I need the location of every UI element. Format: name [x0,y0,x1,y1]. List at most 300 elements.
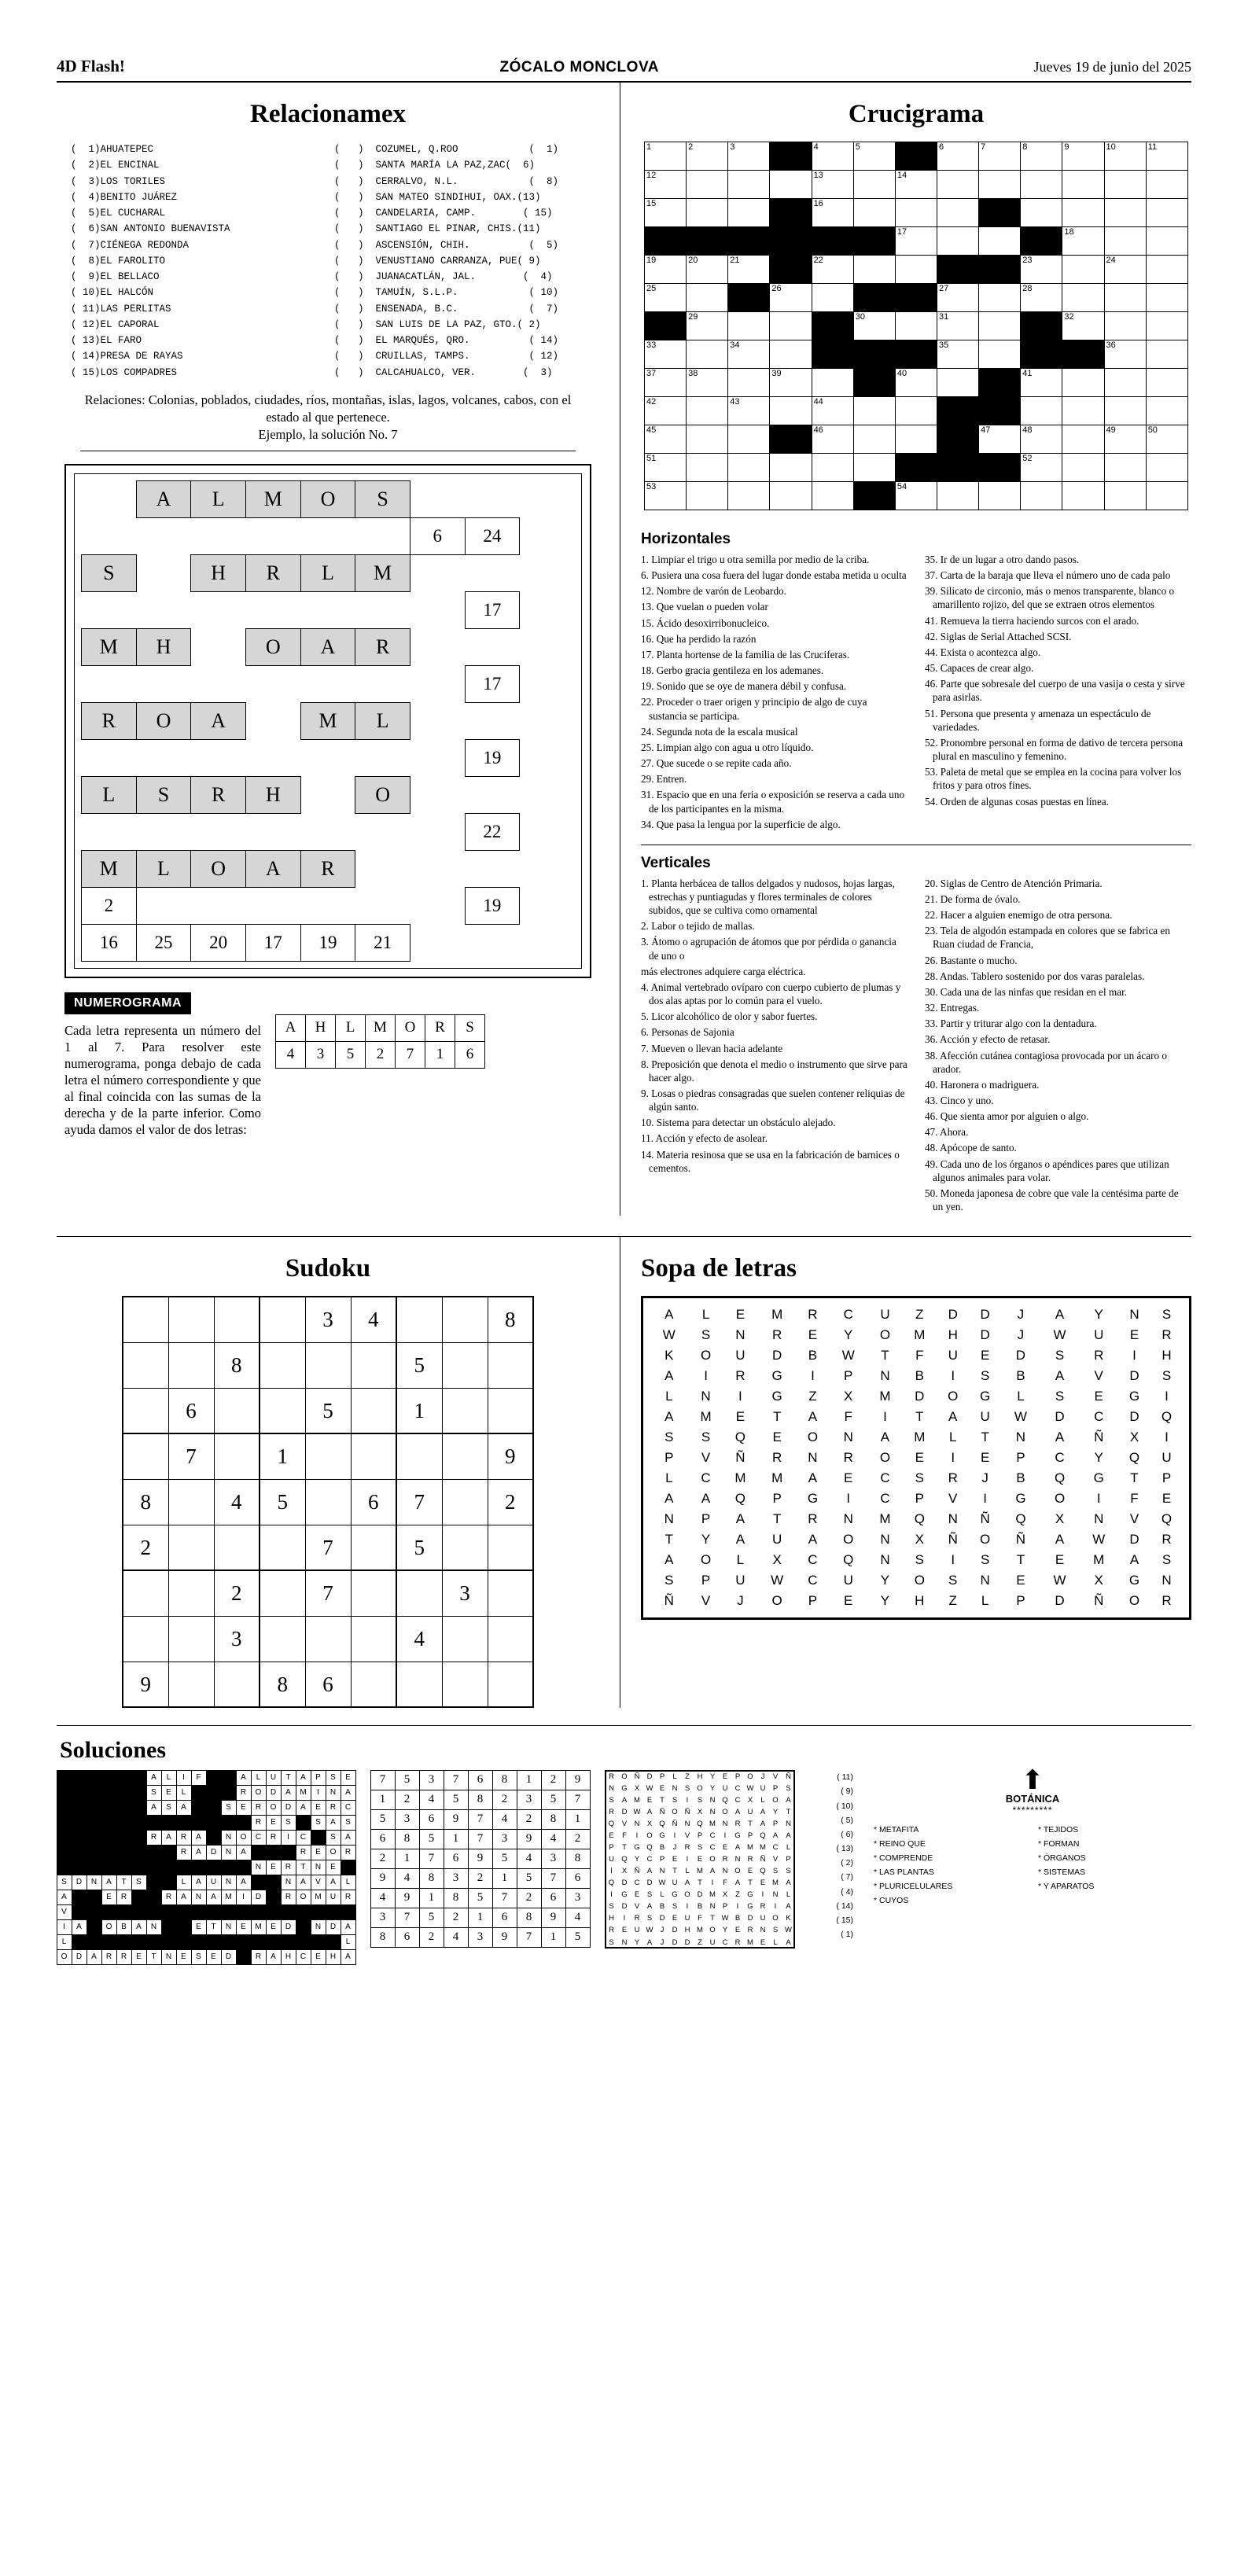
wordsearch-cell[interactable]: H [948,1327,958,1343]
wordsearch-cell[interactable]: R [843,1450,853,1466]
wordsearch-cell[interactable]: W [1053,1327,1066,1343]
wordsearch-cell[interactable]: A [664,1409,674,1425]
sudoku-cell[interactable] [488,1662,533,1707]
wordsearch-cell[interactable]: R [1161,1532,1172,1547]
wordsearch-cell[interactable]: W [1053,1573,1066,1588]
wordsearch-cell[interactable]: Q [1054,1470,1066,1486]
sudoku-cell[interactable] [168,1525,214,1570]
wordsearch-cell[interactable]: D [980,1327,990,1343]
crossword-cell[interactable] [1146,227,1187,256]
wordsearch-cell[interactable]: S [915,1470,924,1486]
sudoku-cell[interactable] [442,1388,488,1433]
wordsearch-cell[interactable]: E [844,1593,853,1609]
crossword-cell[interactable] [895,227,937,256]
wordsearch-cell[interactable]: R [808,1511,818,1527]
wordsearch-cell[interactable]: O [1054,1491,1066,1507]
crossword-cell[interactable] [728,369,770,397]
crossword-cell[interactable] [728,482,770,510]
wordsearch-cell[interactable]: N [880,1368,890,1384]
wordsearch-cell[interactable]: M [771,1307,783,1323]
wordsearch-cell[interactable]: R [1161,1327,1172,1343]
wordsearch-cell[interactable]: P [915,1491,924,1507]
crossword-cell[interactable] [770,171,812,199]
crossword-cell[interactable] [728,171,770,199]
wordsearch-cell[interactable]: J [981,1470,988,1486]
wordsearch-cell[interactable]: M [914,1327,926,1343]
wordsearch-cell[interactable]: U [735,1573,745,1588]
wordsearch-cell[interactable]: K [664,1348,674,1363]
crossword-cell[interactable] [1021,397,1062,425]
sudoku-cell[interactable]: 4 [351,1297,396,1342]
wordsearch-cell[interactable]: R [948,1470,958,1486]
crossword-cell[interactable] [687,369,728,397]
crossword-cell[interactable] [1104,227,1146,256]
sudoku-cell[interactable] [488,1342,533,1388]
crossword-cell[interactable] [645,142,687,171]
wordsearch-cell[interactable]: R [808,1307,818,1323]
wordsearch-cell[interactable]: O [700,1552,712,1568]
wordsearch-cell[interactable]: N [880,1552,890,1568]
wordsearch-cell[interactable]: M [1093,1552,1105,1568]
sudoku-cell[interactable] [168,1616,214,1662]
wordsearch-cell[interactable]: E [1161,1491,1172,1507]
wordsearch-cell[interactable]: I [951,1450,955,1466]
crossword-cell[interactable] [1104,312,1146,340]
wordsearch-cell[interactable]: J [1017,1327,1025,1343]
wordsearch-cell[interactable]: E [915,1450,924,1466]
crossword-cell[interactable] [1062,256,1104,284]
wordsearch-cell[interactable]: G [1128,1389,1140,1404]
sudoku-cell[interactable]: 5 [396,1525,442,1570]
wordsearch-cell[interactable]: I [951,1368,955,1384]
crossword-cell[interactable] [645,454,687,482]
wordsearch-cell[interactable]: I [704,1368,708,1384]
crossword-cell[interactable] [1021,369,1062,397]
wordsearch-cell[interactable]: O [807,1430,819,1445]
sudoku-cell[interactable] [442,1616,488,1662]
wordsearch-cell[interactable]: D [1129,1532,1139,1547]
wordsearch-cell[interactable]: Q [734,1430,746,1445]
sudoku-cell[interactable] [442,1433,488,1479]
wordsearch-cell[interactable]: O [980,1532,991,1547]
wordsearch-cell[interactable]: Q [1015,1511,1026,1527]
wordsearch-cell[interactable]: Y [701,1532,711,1547]
crossword-cell[interactable] [728,454,770,482]
crossword-cell[interactable] [812,369,853,397]
sudoku-cell[interactable]: 5 [396,1342,442,1388]
sudoku-cell[interactable] [260,1342,305,1388]
crossword-cell[interactable] [728,142,770,171]
wordsearch-cell[interactable]: A [664,1368,674,1384]
wordsearch-cell[interactable]: V [1094,1368,1103,1384]
wordsearch-cell[interactable]: F [844,1409,852,1425]
crossword-cell[interactable] [895,482,937,510]
sudoku-cell[interactable]: 5 [305,1388,351,1433]
wordsearch-cell[interactable]: V [948,1491,958,1507]
wordsearch-cell[interactable]: O [879,1450,891,1466]
wordsearch-cell[interactable]: S [915,1552,924,1568]
wordsearch-cell[interactable]: F [1130,1491,1139,1507]
wordsearch-cell[interactable]: C [701,1470,711,1486]
crossword-cell[interactable] [645,340,687,369]
wordsearch-cell[interactable]: Ñ [735,1450,745,1466]
wordsearch-cell[interactable]: Q [1161,1409,1173,1425]
crossword-cell[interactable] [853,142,895,171]
crossword-cell[interactable] [687,256,728,284]
wordsearch-cell[interactable]: I [1096,1491,1101,1507]
wordsearch-cell[interactable]: E [1016,1573,1025,1588]
crossword-cell[interactable] [1104,340,1146,369]
crossword-cell[interactable] [1021,284,1062,312]
crossword-cell[interactable] [1104,397,1146,425]
wordsearch-cell[interactable]: E [1094,1389,1103,1404]
crossword-cell[interactable] [937,369,978,397]
wordsearch-cell[interactable]: C [1055,1450,1065,1466]
crossword-cell[interactable] [937,284,978,312]
sudoku-cell[interactable] [168,1479,214,1525]
sudoku-cell[interactable] [442,1662,488,1707]
wordsearch-cell[interactable]: W [771,1573,784,1588]
wordsearch-cell[interactable]: D [980,1307,990,1323]
wordsearch-cell[interactable]: D [1055,1409,1065,1425]
wordsearch-cell[interactable]: U [772,1532,782,1547]
wordsearch-cell[interactable]: S [1055,1348,1065,1363]
wordsearch-cell[interactable]: Ñ [980,1511,990,1527]
sudoku-cell[interactable] [305,1342,351,1388]
wordsearch-cell[interactable]: Ñ [1015,1532,1026,1547]
sudoku-cell[interactable] [260,1570,305,1616]
wordsearch-cell[interactable]: S [980,1368,990,1384]
sudoku-cell[interactable] [442,1479,488,1525]
wordsearch-cell[interactable]: X [915,1532,924,1547]
crossword-cell[interactable] [728,425,770,454]
wordsearch-cell[interactable]: U [948,1348,958,1363]
wordsearch-cell[interactable]: L [948,1430,957,1445]
crossword-cell[interactable] [1062,142,1104,171]
wordsearch-cell[interactable]: Ñ [948,1532,958,1547]
wordsearch-cell[interactable]: Y [880,1593,890,1609]
wordsearch-cell[interactable]: Y [1094,1307,1103,1323]
crossword-cell[interactable] [853,199,895,227]
wordsearch-cell[interactable]: Y [880,1573,890,1588]
crossword-cell[interactable] [687,199,728,227]
wordsearch-cell[interactable]: G [771,1368,782,1384]
wordsearch-cell[interactable]: D [772,1348,782,1363]
crossword-cell[interactable] [687,312,728,340]
crossword-cell[interactable] [687,171,728,199]
wordsearch-cell[interactable]: Y [1094,1450,1103,1466]
crossword-cell[interactable] [1062,482,1104,510]
crossword-cell[interactable] [1146,284,1187,312]
wordsearch-cell[interactable]: A [1055,1368,1065,1384]
wordsearch-cell[interactable]: T [772,1511,782,1527]
sudoku-cell[interactable] [168,1342,214,1388]
crossword-cell[interactable] [1062,199,1104,227]
sudoku-cell[interactable] [214,1433,260,1479]
crossword-cell[interactable] [1104,199,1146,227]
crossword-cell[interactable] [770,284,812,312]
wordsearch-cell[interactable]: I [983,1491,987,1507]
crossword-cell[interactable] [728,312,770,340]
crossword-cell[interactable] [853,256,895,284]
wordsearch-cell[interactable]: E [1129,1327,1139,1343]
wordsearch-cell[interactable]: R [735,1368,745,1384]
sudoku-cell[interactable] [351,1570,396,1616]
wordsearch-cell[interactable]: W [1092,1532,1106,1547]
sudoku-cell[interactable] [168,1297,214,1342]
sudoku-cell[interactable] [123,1388,168,1433]
wordsearch-cell[interactable]: N [843,1511,853,1527]
wordsearch-cell[interactable]: W [841,1348,855,1363]
wordsearch-cell[interactable]: C [843,1307,853,1323]
wordsearch-cell[interactable]: U [1094,1327,1104,1343]
crossword-cell[interactable] [1146,171,1187,199]
wordsearch-cell[interactable]: N [1094,1511,1104,1527]
wordsearch-cell[interactable]: I [1132,1348,1136,1363]
wordsearch-cell[interactable]: Z [948,1593,957,1609]
wordsearch-cell[interactable]: O [1128,1593,1140,1609]
sudoku-cell[interactable]: 7 [396,1479,442,1525]
wordsearch-cell[interactable]: E [844,1470,853,1486]
wordsearch-cell[interactable]: A [664,1491,674,1507]
wordsearch-cell[interactable]: T [881,1348,889,1363]
crossword-cell[interactable] [895,425,937,454]
wordsearch-cell[interactable]: G [771,1389,782,1404]
wordsearch-cell[interactable]: A [808,1532,818,1547]
wordsearch-cell[interactable]: O [771,1593,782,1609]
sudoku-cell[interactable] [123,1616,168,1662]
wordsearch-cell[interactable]: P [772,1491,782,1507]
crossword-cell[interactable] [687,340,728,369]
sudoku-cell[interactable]: 2 [488,1479,533,1525]
crossword-cell[interactable] [937,340,978,369]
wordsearch-cell[interactable]: N [1161,1573,1172,1588]
crossword-cell[interactable] [853,171,895,199]
wordsearch-cell[interactable]: S [701,1430,711,1445]
wordsearch-cell[interactable]: F [915,1348,924,1363]
sudoku-cell[interactable] [123,1433,168,1479]
wordsearch-cell[interactable]: P [1016,1450,1025,1466]
wordsearch-cell[interactable]: A [1129,1552,1139,1568]
crossword-cell[interactable] [979,171,1021,199]
wordsearch-cell[interactable]: O [879,1327,891,1343]
wordsearch-cell[interactable]: O [700,1348,712,1363]
wordsearch-cell[interactable]: T [664,1532,674,1547]
crossword-cell[interactable] [979,425,1021,454]
wordsearch-cell[interactable]: Ñ [1094,1430,1104,1445]
wordsearch-cell[interactable]: Q [914,1511,925,1527]
wordsearch-cell[interactable]: C [808,1552,818,1568]
crossword-cell[interactable] [979,312,1021,340]
wordsearch-cell[interactable]: S [1161,1552,1172,1568]
sudoku-cell[interactable] [168,1570,214,1616]
wordsearch-cell[interactable]: M [879,1511,891,1527]
wordsearch-cell[interactable]: X [1129,1430,1139,1445]
crossword-cell[interactable] [1104,142,1146,171]
crossword-cell[interactable] [770,454,812,482]
sudoku-cell[interactable]: 8 [488,1297,533,1342]
crossword-cell[interactable] [645,199,687,227]
wordsearch-cell[interactable]: P [844,1368,853,1384]
wordsearch-cell[interactable]: V [701,1450,711,1466]
wordsearch-cell[interactable]: Q [843,1552,854,1568]
wordsearch-cell[interactable]: D [1015,1348,1026,1363]
wordsearch-cell[interactable]: Z [808,1389,817,1404]
crossword-cell[interactable] [895,312,937,340]
crossword-cell[interactable] [853,312,895,340]
wordsearch-cell[interactable]: N [843,1430,853,1445]
crossword-cell[interactable] [812,482,853,510]
sudoku-cell[interactable] [214,1662,260,1707]
crossword-cell[interactable] [1062,397,1104,425]
wordsearch-cell[interactable]: N [880,1532,890,1547]
wordsearch-cell[interactable]: M [771,1470,783,1486]
crossword-cell[interactable] [1062,425,1104,454]
wordsearch-cell[interactable]: A [1055,1307,1065,1323]
wordsearch-cell[interactable]: T [1130,1470,1139,1486]
wordsearch-cell[interactable]: I [883,1409,887,1425]
wordsearch-cell[interactable]: T [772,1409,782,1425]
wordsearch-cell[interactable]: E [772,1430,782,1445]
crossword-cell[interactable] [687,284,728,312]
crossword-cell[interactable] [812,425,853,454]
wordsearch-cell[interactable]: O [948,1389,959,1404]
crossword-cell[interactable] [770,397,812,425]
wordsearch-cell[interactable]: L [1017,1389,1025,1404]
wordsearch-cell[interactable]: I [951,1552,955,1568]
sudoku-cell[interactable]: 5 [260,1479,305,1525]
wordsearch-cell[interactable]: L [665,1470,673,1486]
sudoku-cell[interactable] [351,1616,396,1662]
wordsearch-cell[interactable]: C [1094,1409,1104,1425]
wordsearch-cell[interactable]: S [1161,1368,1172,1384]
wordsearch-cell[interactable]: M [879,1389,891,1404]
wordsearch-cell[interactable]: R [772,1327,782,1343]
crossword-cell[interactable] [1146,425,1187,454]
crossword-cell[interactable] [979,340,1021,369]
crossword-cell[interactable] [937,142,978,171]
wordsearch-cell[interactable]: Q [1161,1511,1173,1527]
crossword-cell[interactable] [1062,454,1104,482]
sudoku-cell[interactable] [396,1570,442,1616]
crossword-cell[interactable] [1104,369,1146,397]
wordsearch-cell[interactable]: T [981,1430,989,1445]
sudoku-cell[interactable] [214,1525,260,1570]
wordsearch-cell[interactable]: R [1161,1593,1172,1609]
wordsearch-cell[interactable]: A [1055,1532,1065,1547]
crossword-cell[interactable] [895,171,937,199]
wordsearch-cell[interactable]: A [735,1532,745,1547]
wordsearch-cell[interactable]: Ñ [1094,1593,1104,1609]
wordsearch-cell[interactable]: J [1017,1307,1025,1323]
wordsearch-cell[interactable]: S [701,1327,711,1343]
wordsearch-cell[interactable]: L [701,1307,710,1323]
sudoku-cell[interactable]: 1 [396,1388,442,1433]
wordsearch-cell[interactable]: A [664,1552,674,1568]
wordsearch-cell[interactable]: T [1016,1552,1025,1568]
sudoku-cell[interactable]: 9 [488,1433,533,1479]
crossword-cell[interactable] [1062,171,1104,199]
wordsearch-cell[interactable]: P [701,1511,711,1527]
crossword-cell[interactable] [770,312,812,340]
sudoku-cell[interactable] [214,1297,260,1342]
sudoku-cell[interactable] [488,1616,533,1662]
crossword-cell[interactable] [895,369,937,397]
crossword-cell[interactable] [812,171,853,199]
wordsearch-cell[interactable]: P [808,1593,818,1609]
wordsearch-cell[interactable]: E [808,1327,818,1343]
sudoku-cell[interactable] [123,1570,168,1616]
crossword-cell[interactable] [1021,482,1062,510]
wordsearch-cell[interactable]: E [735,1307,745,1323]
wordsearch-cell[interactable]: M [700,1409,712,1425]
wordsearch-cell[interactable]: A [948,1409,958,1425]
crossword-cell[interactable] [1062,284,1104,312]
wordsearch-cell[interactable]: A [880,1430,890,1445]
wordsearch-cell[interactable]: B [1016,1470,1025,1486]
sudoku-cell[interactable] [351,1433,396,1479]
crossword-cell[interactable] [937,199,978,227]
crossword-cell[interactable] [812,256,853,284]
wordsearch-cell[interactable]: N [1015,1430,1026,1445]
crossword-cell[interactable] [812,454,853,482]
wordsearch-cell[interactable]: W [1014,1409,1027,1425]
sudoku-cell[interactable] [260,1297,305,1342]
sudoku-cell[interactable] [442,1297,488,1342]
sudoku-cell[interactable]: 2 [123,1525,168,1570]
crossword-cell[interactable] [1146,142,1187,171]
crossword-cell[interactable] [853,425,895,454]
wordsearch-cell[interactable]: G [1128,1573,1140,1588]
sudoku-cell[interactable]: 8 [123,1479,168,1525]
wordsearch-cell[interactable]: Q [1128,1450,1140,1466]
crossword-cell[interactable] [1021,142,1062,171]
sudoku-cell[interactable]: 4 [214,1479,260,1525]
wordsearch-cell[interactable]: P [701,1573,711,1588]
crossword-cell[interactable] [1146,397,1187,425]
crossword-cell[interactable] [812,142,853,171]
crossword-cell[interactable] [1021,454,1062,482]
sudoku-cell[interactable] [442,1525,488,1570]
wordsearch-cell[interactable]: X [1055,1511,1065,1527]
sudoku-cell[interactable] [305,1433,351,1479]
crossword-cell[interactable] [895,397,937,425]
crossword-cell[interactable] [853,454,895,482]
wordsearch-cell[interactable]: A [1055,1430,1065,1445]
crossword-cell[interactable] [1146,312,1187,340]
crossword-cell[interactable] [687,454,728,482]
sudoku-cell[interactable] [488,1525,533,1570]
crossword-cell[interactable] [895,199,937,227]
sudoku-cell[interactable] [396,1297,442,1342]
sudoku-cell[interactable] [351,1662,396,1707]
wordsearch-cell[interactable]: Ñ [664,1593,674,1609]
sudoku-cell[interactable] [396,1433,442,1479]
sudoku-cell[interactable] [351,1388,396,1433]
wordsearch-cell[interactable]: G [807,1491,819,1507]
wordsearch-cell[interactable]: S [1055,1389,1065,1404]
crossword-cell[interactable] [937,227,978,256]
crossword-cell[interactable] [853,397,895,425]
wordsearch-cell[interactable]: X [772,1552,782,1568]
wordsearch-cell[interactable]: H [1161,1348,1172,1363]
sudoku-cell[interactable] [488,1388,533,1433]
wordsearch-cell[interactable]: C [880,1491,890,1507]
wordsearch-cell[interactable]: V [1129,1511,1139,1527]
crossword-cell[interactable] [895,256,937,284]
wordsearch-cell[interactable]: X [1094,1573,1103,1588]
wordsearch-cell[interactable]: N [1129,1307,1139,1323]
